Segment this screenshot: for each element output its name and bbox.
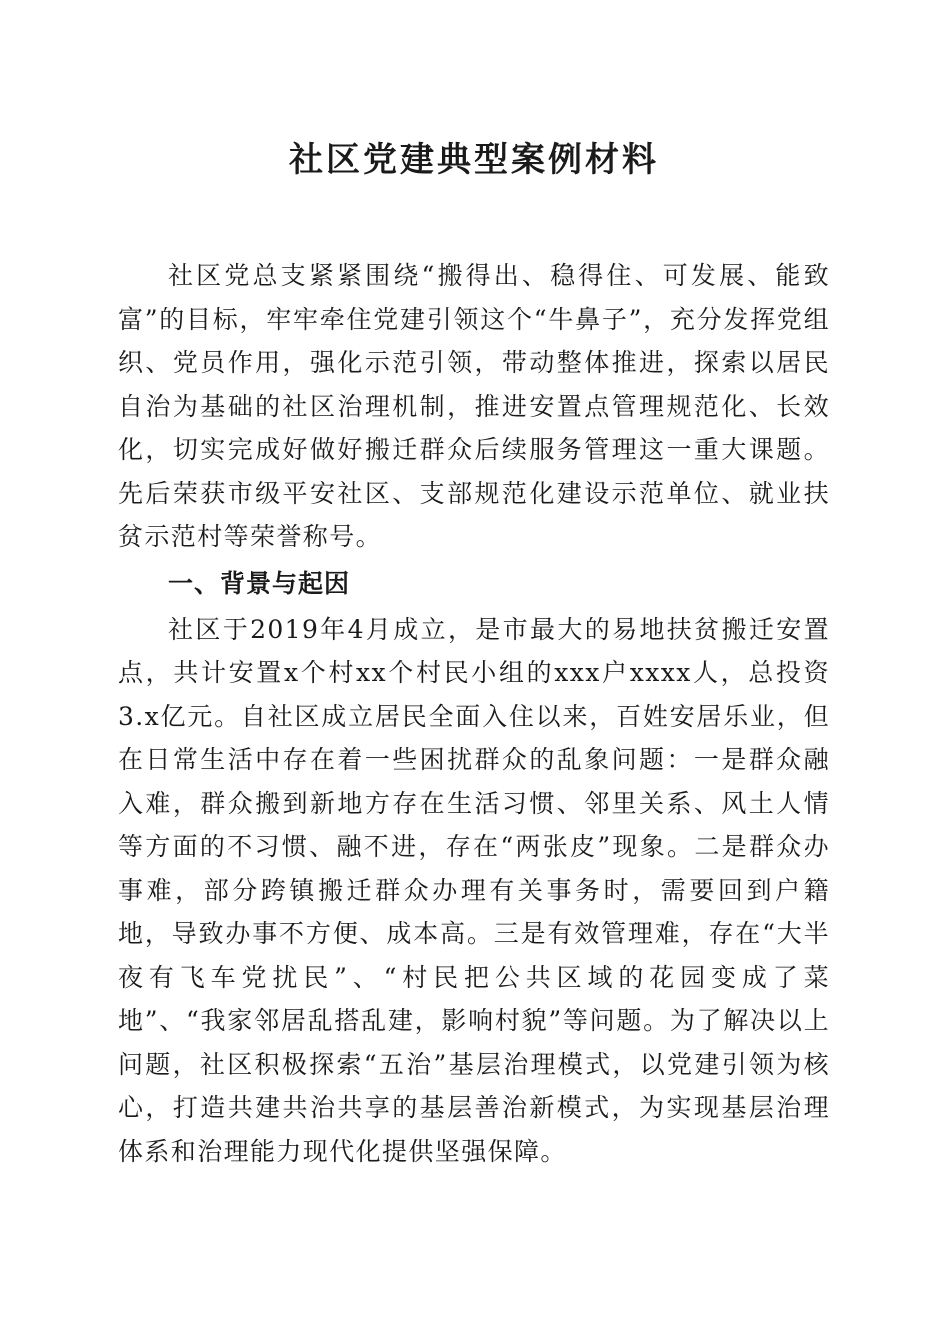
section-body-paragraph: 社区于2019年4月成立，是市最大的易地扶贫搬迁安置点，共计安置x个村xx个村民小组的xxx户xxxx人，总投资3.x亿元。自社区成立居民全面入住以来，百姓安居乐业，但在日常生活中存在着一些困扰群众的乱象问题：一是群众融入难，群众搬到新地方存在生活习惯、邻里关系、风土人情等方面的不习惯、融不进，存在“两张皮”现象。二是群众办事难，部分跨镇搬迁群众办理有关事务时，需要回到户籍地，导致办事不方便、成本高。三是有效管理难，存在“大半夜有飞车党扰民”、“村民把公共区域的花园变成了菜地”、“我家邻居乱搭乱建，影响村貌”等问题。为了解决以上问题，社区积极探索“五治”基层治理模式，以党建引领为核心，打造共建共治共享的基层善治新模式，为实现基层治理体系和治理能力现代化提供坚强保障。 (118, 614, 830, 1166)
document-page (118, 130, 830, 1173)
document-title: 社区党建典型案例材料 (289, 140, 659, 180)
section-heading: 一、背景与起因 (168, 568, 351, 598)
intro-paragraph: 社区党总支紧紧围绕“搬得出、稳得住、可发展、能致富”的目标，牢牢牵住党建引领这个“牛鼻子”，充分发挥党组织、党员作用，强化示范引领，带动整体推进，探索以居民自治为基础的社区治理机制，推进安置点管理规范化、长效化，切实完成好做好搬迁群众后续服务管理这一重大课题。先后荣获市级平安社区、支部规范化建设示范单位、就业扶贫示范村等荣誉称号。 (118, 261, 830, 551)
